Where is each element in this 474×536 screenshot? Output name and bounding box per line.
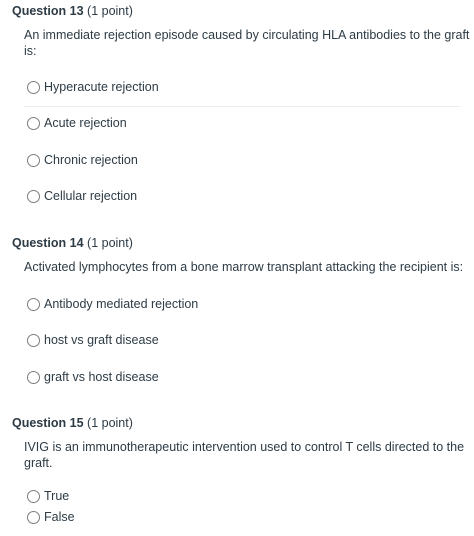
radio-button[interactable] xyxy=(27,511,40,524)
answer-label: Cellular rejection xyxy=(44,189,138,203)
answer-option[interactable] xyxy=(24,150,138,170)
answer-option[interactable] xyxy=(24,367,159,387)
question-text: Activated lymphocytes from a bone marrow transplant attacking the recipient is: xyxy=(24,260,464,274)
radio-button[interactable] xyxy=(27,334,40,347)
answer-option[interactable] xyxy=(24,294,198,314)
answer-option[interactable] xyxy=(24,330,159,350)
answer-label: graft vs host disease xyxy=(44,370,159,384)
radio-button[interactable] xyxy=(27,371,40,384)
radio-button[interactable] xyxy=(27,490,40,503)
answer-label: False xyxy=(44,510,75,524)
question-points: (1 point) xyxy=(87,4,133,18)
answer-label: Chronic rejection xyxy=(44,153,138,167)
question-header xyxy=(12,416,133,430)
question-text: IVIG is an immunotherapeutic intervention used to control T cells directed to the graft. xyxy=(24,440,465,470)
question-title: Question 15 xyxy=(12,416,84,430)
radio-button[interactable] xyxy=(27,190,40,203)
question-header xyxy=(12,4,133,18)
answer-label: Acute rejection xyxy=(44,116,127,130)
question-points: (1 point) xyxy=(87,416,133,430)
answer-option[interactable] xyxy=(24,77,159,97)
question-title: Question 13 xyxy=(12,4,84,18)
answer-option[interactable] xyxy=(24,113,127,133)
radio-button[interactable] xyxy=(27,298,40,311)
answer-label: True xyxy=(44,489,70,503)
divider xyxy=(24,106,460,107)
question-points: (1 point) xyxy=(87,236,133,250)
question-title: Question 14 xyxy=(12,236,84,250)
answer-label: Antibody mediated rejection xyxy=(44,297,199,311)
answer-option[interactable] xyxy=(24,186,137,206)
radio-button[interactable] xyxy=(27,81,40,94)
answer-option[interactable] xyxy=(24,507,75,527)
question-header xyxy=(12,236,133,250)
answer-label: Hyperacute rejection xyxy=(44,80,159,94)
question-text: An immediate rejection episode caused by circulating HLA antibodies to the graft is: xyxy=(24,28,470,58)
answer-label: host vs graft disease xyxy=(44,333,159,347)
radio-button[interactable] xyxy=(27,117,40,130)
answer-option[interactable] xyxy=(24,486,69,506)
radio-button[interactable] xyxy=(27,154,40,167)
